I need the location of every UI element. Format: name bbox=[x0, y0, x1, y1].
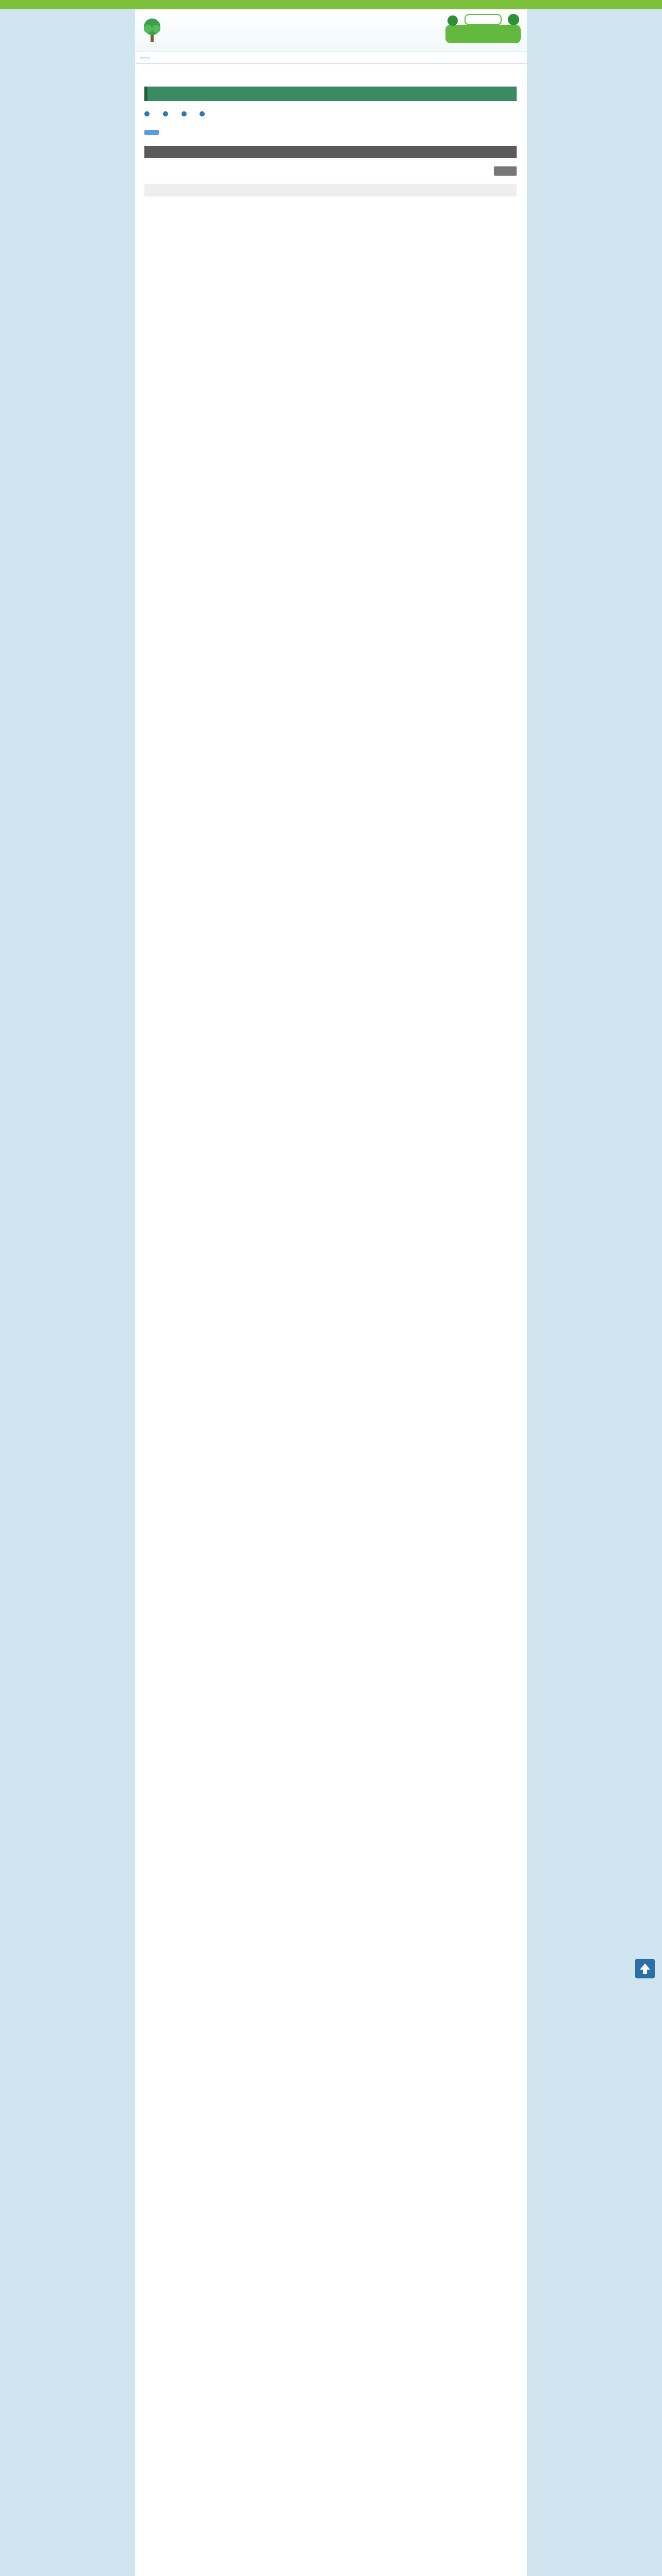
bullet-icon bbox=[200, 111, 205, 116]
nav-tree-link[interactable] bbox=[163, 110, 170, 117]
game-logo[interactable] bbox=[444, 12, 522, 45]
breadcrumb bbox=[135, 52, 527, 64]
main-content bbox=[144, 87, 517, 196]
tree-icon bbox=[142, 16, 162, 43]
breadcrumb-home-link[interactable] bbox=[140, 57, 150, 59]
bullet-icon bbox=[163, 111, 168, 116]
add-favorite-button[interactable] bbox=[144, 130, 159, 135]
logo-icon bbox=[444, 12, 522, 45]
bullet-icon bbox=[144, 111, 150, 116]
board-title bbox=[144, 87, 517, 101]
op-reply-button[interactable] bbox=[494, 166, 517, 176]
page-top-button[interactable] bbox=[635, 1959, 655, 1978]
top-banner-bar bbox=[0, 0, 662, 9]
arrow-up-icon bbox=[635, 1959, 655, 1978]
nav-favorites-link[interactable] bbox=[200, 110, 207, 117]
bullet-icon bbox=[181, 111, 187, 116]
pagination-top bbox=[144, 184, 517, 196]
nav-top-link[interactable] bbox=[144, 110, 152, 117]
op-post bbox=[144, 166, 517, 178]
comment-list bbox=[144, 309, 517, 2246]
nav-search-link[interactable] bbox=[181, 110, 189, 117]
site-header bbox=[135, 9, 527, 52]
board-nav bbox=[144, 110, 517, 121]
thread-title bbox=[144, 146, 517, 158]
